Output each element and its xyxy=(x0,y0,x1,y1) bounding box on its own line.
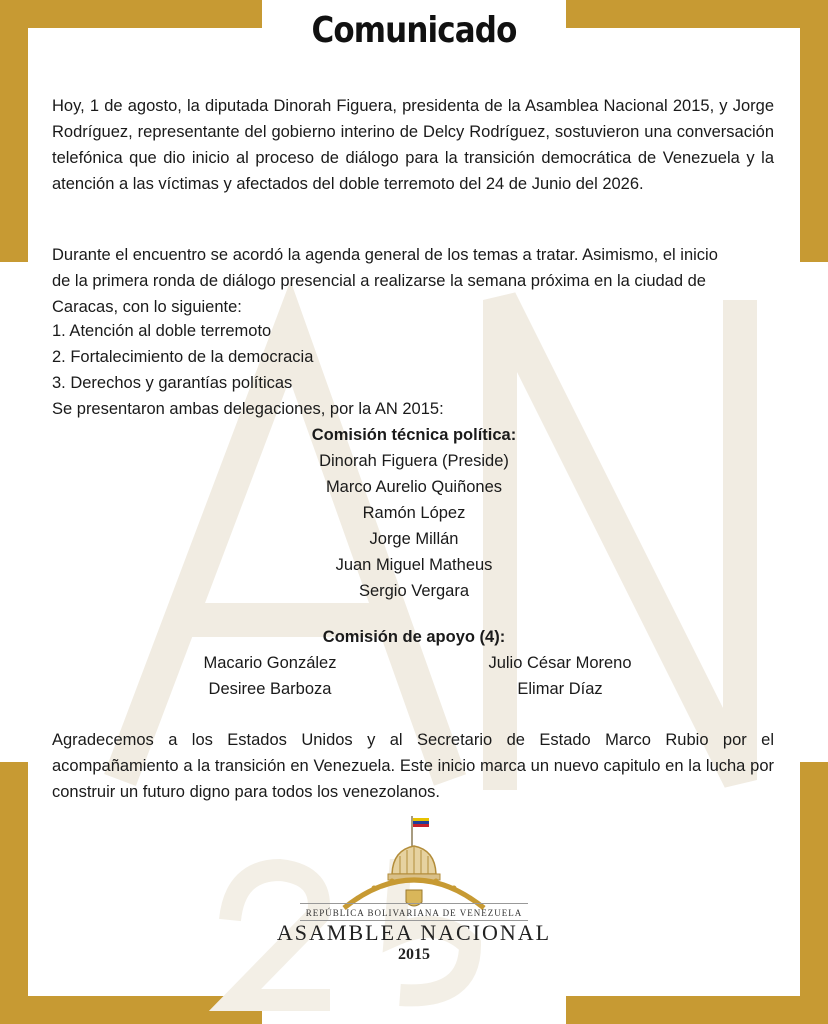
emblem-rule-top xyxy=(300,903,528,904)
agenda-list xyxy=(52,318,313,396)
commission-member: Juan Miguel Matheus xyxy=(335,556,493,574)
paragraph-closing: Agradecemos a los Estados Unidos y al Secretario de Estado Marco Rubio por el acompañamiento a la transición en Venezuela. Este inicio marca un nuevo capitulo en la lucha por construir un futuro digno para todos los venezolanos. xyxy=(52,731,774,801)
commission-member: Ramón López xyxy=(362,504,466,522)
frame-corner-bottom-right-vertical xyxy=(800,762,828,1024)
paragraph-line: Durante el encuentro se acordó la agenda general de los temas a tratar. Asimismo, el inicio xyxy=(52,246,718,264)
technical-commission xyxy=(0,422,828,604)
frame-corner-top-right-vertical xyxy=(800,0,828,262)
technical-commission-title: Comisión técnica política: xyxy=(311,426,517,444)
commission-member: Julio César Moreno xyxy=(488,654,632,672)
frame-corner-bottom-left xyxy=(0,996,262,1024)
paragraph-line: Caracas, con lo siguiente: xyxy=(52,298,242,316)
paragraph-line: de la primera ronda de diálogo presencial a realizarse la semana próxima en la ciudad de xyxy=(52,272,706,290)
support-commission-heading: Comisión de apoyo (4): xyxy=(322,628,506,646)
paragraph-agenda-intro xyxy=(52,242,774,320)
support-commission-left-column xyxy=(150,650,390,702)
frame-corner-bottom-right xyxy=(566,996,828,1024)
commission-member: Elimar Díaz xyxy=(517,680,603,698)
delegations-intro: Se presentaron ambas delegaciones, por la AN 2015: xyxy=(52,400,444,418)
commission-member: Desiree Barboza xyxy=(208,680,332,698)
commission-member: Macario González xyxy=(203,654,337,672)
agenda-item: 2. Fortalecimiento de la democracia xyxy=(52,348,314,366)
emblem-institution-text: ASAMBLEA NACIONAL xyxy=(276,920,552,945)
page-title: Comunicado xyxy=(311,10,517,51)
emblem-year-text: 2015 xyxy=(398,946,430,963)
paragraph-intro: Hoy, 1 de agosto, la diputada Dinorah Figuera, presidenta de la Asamblea Nacional 2015, y Jorge Rodríguez, representante del gobierno interino de Delcy Rodríguez, sostuvieron una conversación telefónica que dio inicio al proceso de diálogo para la transición democrática de Venezuela y la atención a las víctimas y afectados del doble terremoto del 24 de Junio del 2026. xyxy=(52,97,774,193)
frame-corner-bottom-left-vertical xyxy=(0,762,28,1024)
agenda-item: 3. Derechos y garantías políticas xyxy=(52,374,293,392)
commission-member: Marco Aurelio Quiñones xyxy=(325,478,503,496)
frame-corner-top-left-vertical xyxy=(0,0,28,262)
commission-member: Sergio Vergara xyxy=(358,582,470,600)
support-commission-right-column xyxy=(440,650,680,702)
emblem-country-text: REPÚBLICA BOLIVARIANA DE VENEZUELA xyxy=(305,908,523,918)
support-commission-title xyxy=(0,624,828,650)
commission-member: Jorge Millán xyxy=(369,530,459,548)
agenda-item: 1. Atención al doble terremoto xyxy=(52,322,272,340)
commission-member: Dinorah Figuera (Preside) xyxy=(319,452,509,470)
